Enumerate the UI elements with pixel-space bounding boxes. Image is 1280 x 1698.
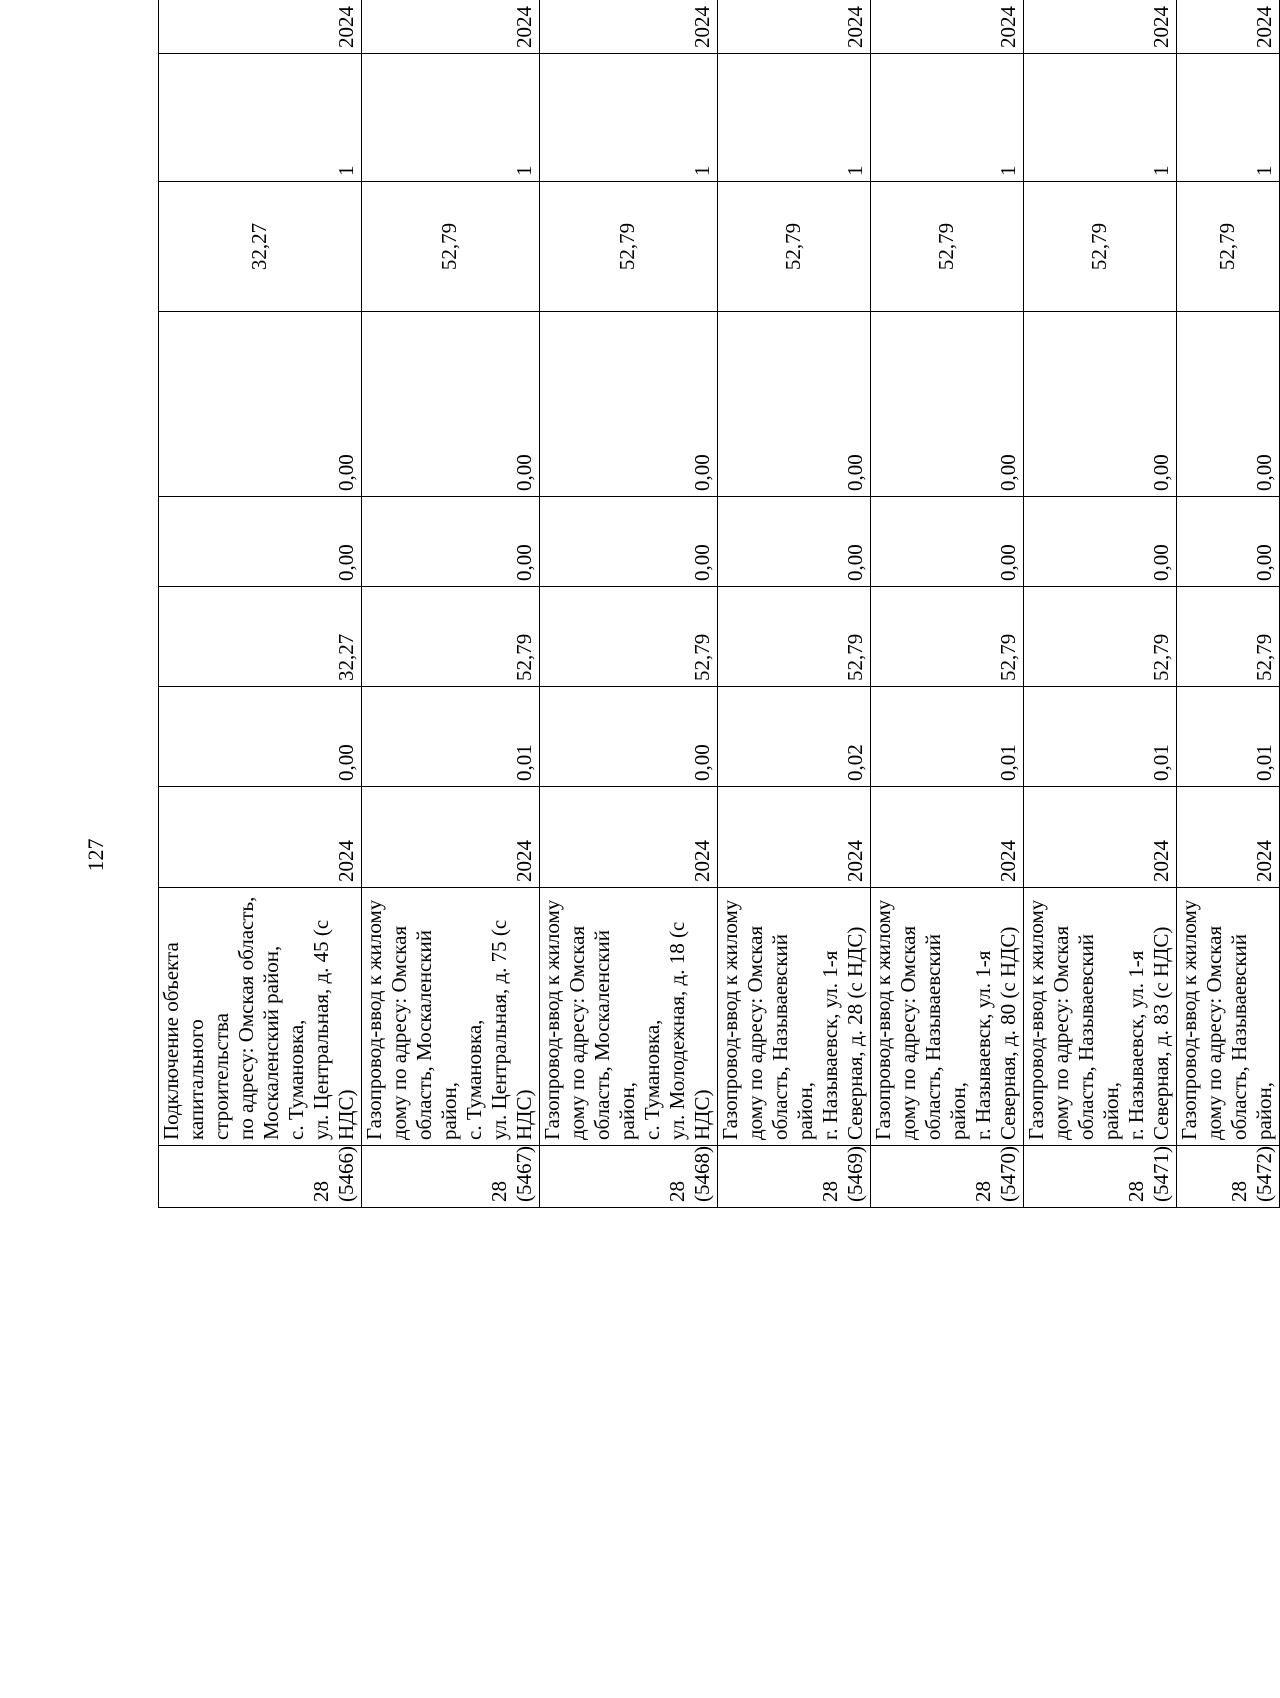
cell-value-d: 0,00 bbox=[871, 312, 1024, 497]
row-code: (5468) bbox=[690, 1146, 714, 1202]
cell-value-c: 0,00 bbox=[871, 497, 1024, 587]
cell-year: 2024 bbox=[1177, 787, 1280, 888]
cell-year: 2024 bbox=[871, 787, 1024, 888]
cell-year: 2024 bbox=[718, 787, 871, 888]
row-code: (5467) bbox=[512, 1146, 536, 1202]
cell-year: 2024 bbox=[159, 787, 362, 888]
data-table bbox=[158, 0, 1280, 1208]
cell-value-e: 52,79 bbox=[1177, 182, 1280, 312]
cell-year-start: 2024 bbox=[362, 0, 540, 54]
cell-year-start: 2024 bbox=[1024, 0, 1177, 54]
cell-count: 1 bbox=[718, 54, 871, 182]
cell-value-b: 52,79 bbox=[540, 587, 718, 687]
row-number: 28 bbox=[971, 1181, 995, 1202]
cell-value-b: 52,79 bbox=[362, 587, 540, 687]
row-number: 28 bbox=[818, 1181, 842, 1202]
cell-description: Газопровод-ввод к жилому дому по адресу: Омская область, Называевский район, г. Называевск, ул. 1-я Северная, д. 80 (с НДС) bbox=[871, 888, 1024, 1146]
cell-count: 1 bbox=[159, 54, 362, 182]
cell-value-d: 0,00 bbox=[1024, 312, 1177, 497]
cell-value-a: 0,01 bbox=[871, 687, 1024, 787]
row-number: 28 bbox=[1124, 1181, 1148, 1202]
cell-value-e: 52,79 bbox=[362, 182, 540, 312]
row-code: (5470) bbox=[996, 1146, 1020, 1202]
cell-id bbox=[362, 1146, 540, 1208]
table-row bbox=[1024, 0, 1177, 1208]
cell-description: Подключение объекта капитального строительства по адресу: Омская область, Москаленский район, с. Тумановка, ул. Центральная, д. 45 (с НДС) bbox=[159, 888, 362, 1146]
cell-year-start: 2024 bbox=[871, 0, 1024, 54]
cell-id bbox=[1177, 1146, 1280, 1208]
cell-value-b: 52,79 bbox=[871, 587, 1024, 687]
cell-value-e: 32,27 bbox=[159, 182, 362, 312]
cell-value-c: 0,00 bbox=[718, 497, 871, 587]
cell-value-a: 0,01 bbox=[1177, 687, 1280, 787]
cell-value-c: 0,00 bbox=[1024, 497, 1177, 587]
table-body bbox=[159, 0, 1280, 1208]
cell-id bbox=[1024, 1146, 1177, 1208]
cell-description: Газопровод-ввод к жилому дому по адресу: Омская область, Москаленский район, с. Тумановка, ул. Молодежная, д. 18 (с НДС) bbox=[540, 888, 718, 1146]
cell-description: Газопровод-ввод к жилому дому по адресу: Омская область, Называевский район, г. Называевск, ул. 1-я Северная, д. 83 (с НДС) bbox=[1024, 888, 1177, 1146]
cell-value-e: 52,79 bbox=[718, 182, 871, 312]
cell-value-c: 0,00 bbox=[159, 497, 362, 587]
table-row bbox=[159, 0, 362, 1208]
cell-value-e: 52,79 bbox=[1024, 182, 1177, 312]
cell-value-e: 52,79 bbox=[871, 182, 1024, 312]
cell-count: 1 bbox=[871, 54, 1024, 182]
cell-value-b: 52,79 bbox=[1024, 587, 1177, 687]
row-number: 28 bbox=[309, 1181, 333, 1202]
cell-description: Газопровод-ввод к жилому дому по адресу: Омская область, Москаленский район, с. Тумановка, ул. Центральная, д. 75 (с НДС) bbox=[362, 888, 540, 1146]
cell-value-a: 0,00 bbox=[159, 687, 362, 787]
cell-count: 1 bbox=[1024, 54, 1177, 182]
cell-id bbox=[871, 1146, 1024, 1208]
cell-year-start: 2024 bbox=[1177, 0, 1280, 54]
cell-id bbox=[159, 1146, 362, 1208]
cell-year: 2024 bbox=[540, 787, 718, 888]
row-number: 28 bbox=[665, 1181, 689, 1202]
cell-value-a: 0,00 bbox=[540, 687, 718, 787]
row-code: (5471) bbox=[1149, 1146, 1173, 1202]
cell-value-d: 0,00 bbox=[718, 312, 871, 497]
cell-value-a: 0,02 bbox=[718, 687, 871, 787]
cell-year-start: 2024 bbox=[540, 0, 718, 54]
cell-value-b: 52,79 bbox=[1177, 587, 1280, 687]
cell-description: Газопровод-ввод к жилому дому по адресу: Омская область, Называевский район, bbox=[1177, 888, 1280, 1146]
cell-value-b: 32,27 bbox=[159, 587, 362, 687]
cell-value-a: 0,01 bbox=[362, 687, 540, 787]
cell-value-d: 0,00 bbox=[159, 312, 362, 497]
cell-value-c: 0,00 bbox=[540, 497, 718, 587]
cell-count: 1 bbox=[1177, 54, 1280, 182]
cell-year: 2024 bbox=[362, 787, 540, 888]
cell-year-start: 2024 bbox=[718, 0, 871, 54]
cell-value-d: 0,00 bbox=[1177, 312, 1280, 497]
cell-description: Газопровод-ввод к жилому дому по адресу: Омская область, Называевский район, г. Называевск, ул. 1-я Северная, д. 28 (с НДС) bbox=[718, 888, 871, 1146]
row-code: (5469) bbox=[843, 1146, 867, 1202]
table-row bbox=[540, 0, 718, 1208]
page-number: 127 bbox=[83, 838, 108, 872]
row-number: 28 bbox=[487, 1181, 511, 1202]
cell-year: 2024 bbox=[1024, 787, 1177, 888]
row-number: 28 bbox=[1227, 1181, 1251, 1202]
cell-id bbox=[718, 1146, 871, 1208]
row-code: (5472) bbox=[1252, 1146, 1276, 1202]
cell-value-c: 0,00 bbox=[1177, 497, 1280, 587]
cell-value-d: 0,00 bbox=[540, 312, 718, 497]
cell-value-d: 0,00 bbox=[362, 312, 540, 497]
cell-id bbox=[540, 1146, 718, 1208]
rotated-table-container bbox=[158, 6, 1276, 1208]
cell-value-c: 0,00 bbox=[362, 497, 540, 587]
cell-value-b: 52,79 bbox=[718, 587, 871, 687]
table-row bbox=[362, 0, 540, 1208]
cell-year-start: 2024 bbox=[159, 0, 362, 54]
table-row bbox=[871, 0, 1024, 1208]
cell-value-e: 52,79 bbox=[540, 182, 718, 312]
cell-count: 1 bbox=[540, 54, 718, 182]
cell-count: 1 bbox=[362, 54, 540, 182]
cell-value-a: 0,01 bbox=[1024, 687, 1177, 787]
table-row bbox=[718, 0, 871, 1208]
row-code: (5466) bbox=[334, 1146, 358, 1202]
table-row bbox=[1177, 0, 1280, 1208]
